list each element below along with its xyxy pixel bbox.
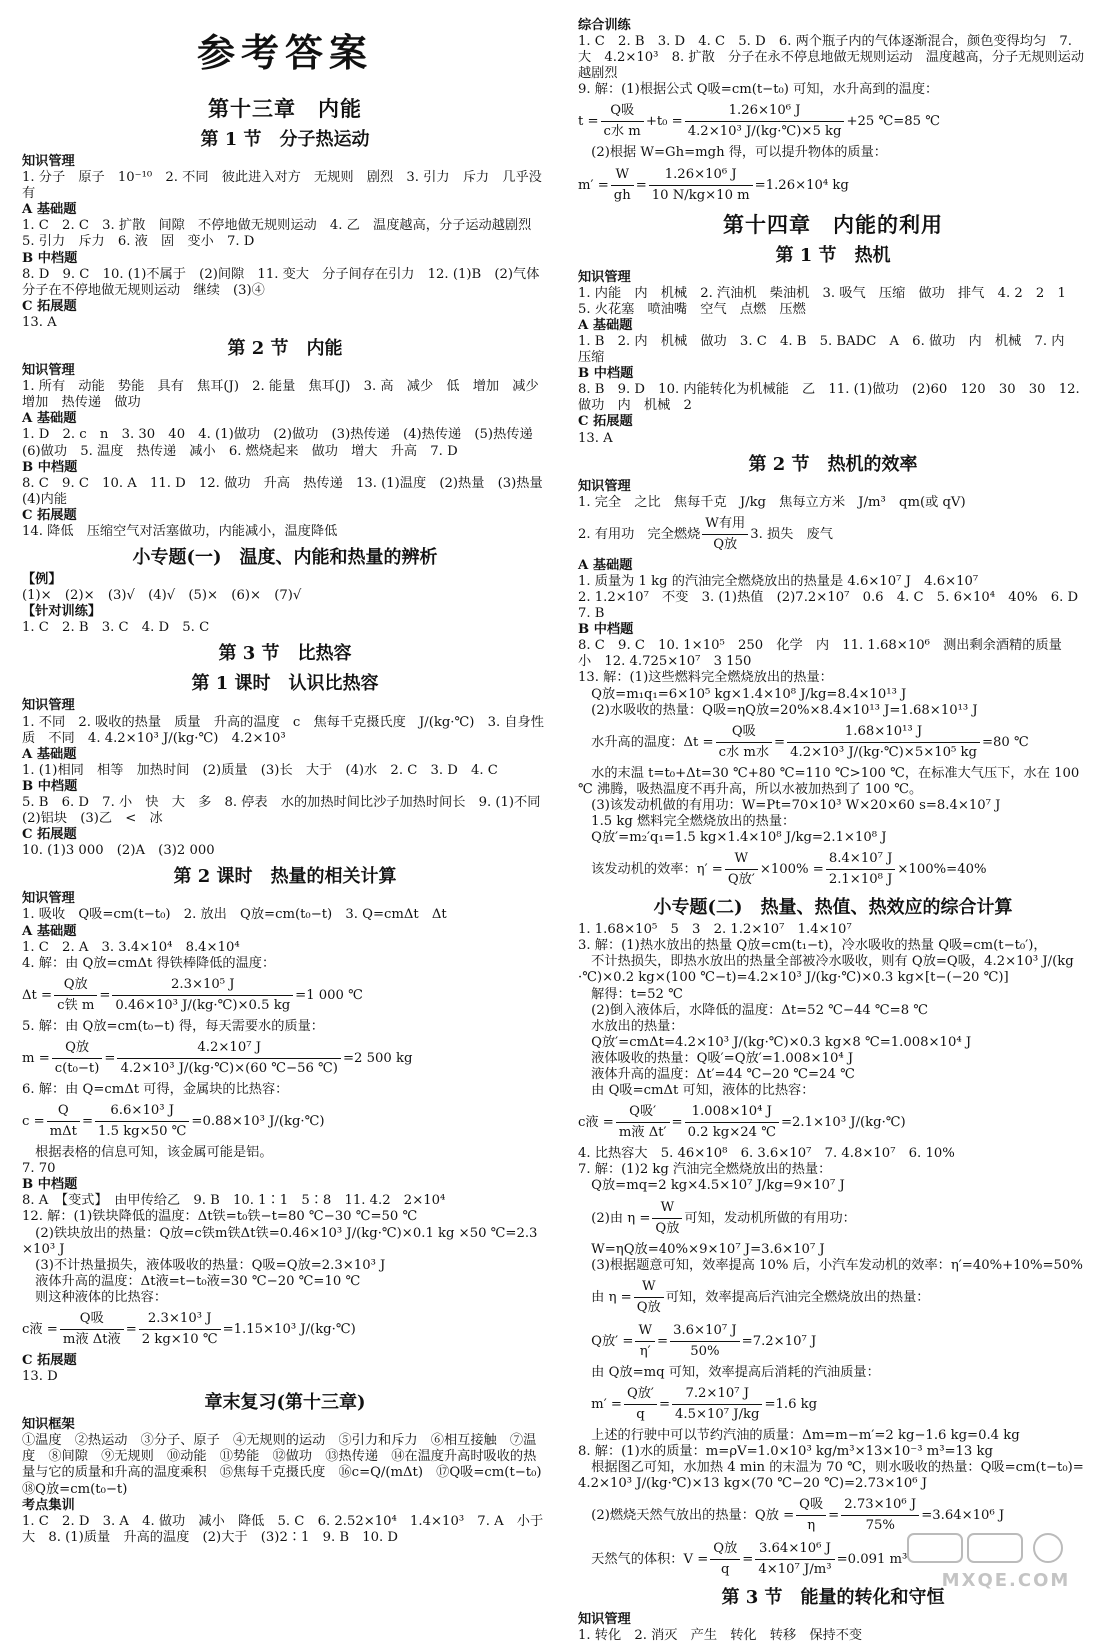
fraction-numerator: 2.3×10⁵ J (112, 975, 293, 996)
formula-line (578, 1321, 1088, 1362)
fraction-denominator: η (807, 1518, 816, 1534)
right-content (578, 18, 1092, 1644)
fraction (616, 1102, 670, 1143)
fraction (611, 165, 634, 206)
formula-prefix: 水升高的温度：Δt = (578, 734, 714, 750)
fraction-denominator: c铁 m (57, 997, 95, 1013)
fraction (95, 1101, 189, 1142)
watermark-logo (906, 1532, 1096, 1592)
answer-line: 8. 解：(1)水的质量：m=ρV=1.0×10³ kg/m³×13×10⁻³ m³=13 kg (578, 1443, 993, 1459)
answer-line: 1. 内能 内 机械 2. 汽油机 柴油机 3. 吸气 压缩 做功 排气 4. 2 2 1 5. 火花塞 喷油嘴 空气 点燃 压燃 (578, 285, 1080, 317)
answer-line: 4. 解：由 Q放=cmΔt 得铁棒降低的温度： (22, 955, 276, 971)
subsection-label: B 中档题 (578, 366, 634, 382)
answer-line: 根据表格的信息可知，该金属可能是铝。 (22, 1145, 273, 1161)
answer-line: Q放=m₁q₁=6×10⁵ kg×1.4×10⁸ J/kg=8.4×10¹³ J (578, 686, 907, 702)
answer-line: (2)根据 W=Gh=mgh 得，可以提升物体的质量： (578, 145, 887, 161)
fraction-numerator: W (634, 1277, 664, 1298)
subsection-label: 知识管理 (22, 154, 75, 169)
answer-line: 1. 完全 之比 焦每千克 J/kg 焦每立方米 J/m³ qm(或 qV) (578, 494, 966, 510)
answer-line: 10. (1)3 000 (2)A (3)2 000 (22, 843, 215, 859)
section-heading: 第 2 节 热机的效率 (748, 453, 918, 475)
answer-line: 1. 转化 2. 消灭 产生 转化 转移 保持不变 (578, 1628, 863, 1644)
subsection-label: 知识框架 (22, 1417, 75, 1433)
formula-equals: ×100% = (759, 862, 824, 878)
formula-result: =1.6 kg (764, 1396, 818, 1412)
formula-line (22, 1038, 548, 1079)
answer-line: 5. 解：由 Q放=cm(t₀−t) 得，每天需要水的质量： (22, 1018, 324, 1034)
fraction-numerator: Q (47, 1101, 80, 1122)
answer-line: ①温度 ②热运动 ③分子、原子 ④无规则的运动 ⑤引力和斥力 ⑥相互接触 ⑦温度 ⑧间隙 ⑨无规则 ⑩动能 ⑪势能 ⑫做功 ⑬热传递 ⑭在温度升高时吸收的热量与它的质量和升高的温度乘积 ⑮焦每千克摄氏度 ⑯c=Q/(mΔt) ⑰Q吸=cm(t−t₀) (22, 1433, 542, 1481)
formula-line (578, 101, 1088, 142)
formula-line (578, 1495, 1088, 1536)
subsection-label: C 拓展题 (578, 414, 633, 430)
formula-prefix: 由 η = (578, 1289, 632, 1305)
fraction (112, 975, 293, 1016)
fraction-denominator: 4.5×10⁷ J/kg (675, 1406, 760, 1422)
fraction-denominator: 2.1×10⁸ J (828, 872, 893, 888)
fraction (841, 1495, 919, 1536)
fraction-denominator: mΔt (49, 1124, 77, 1140)
formula-equals: = (81, 1114, 94, 1130)
answer-line: 1. 吸收 Q吸=cm(t−t₀) 2. 放出 Q放=cm(t₀−t) 3. Q=cmΔt Δt (22, 907, 447, 923)
answer-line: 1. 质量为 1 kg 的汽油完全燃烧放出的热量是 4.6×10⁷ J 4.6×10⁷ (578, 573, 979, 589)
answer-line: W=ηQ放=40%×9×10⁷ J=3.6×10⁷ J (578, 1241, 825, 1257)
fraction (635, 1321, 655, 1362)
section-heading: 小专题(二) 热量、热值、热效应的综合计算 (653, 897, 1013, 919)
fraction-numerator: W (725, 849, 758, 870)
formula-result: =1.15×10³ J/(kg·℃) (222, 1321, 356, 1337)
subsection-label: 考点集训 (22, 1497, 75, 1513)
fraction (702, 514, 748, 555)
formula-line (578, 514, 1088, 555)
formula-equals: = (635, 177, 647, 193)
subsection-label: 【例】 (22, 572, 62, 588)
formula-prefix: m = (22, 1050, 50, 1066)
formula-equals: = (671, 1115, 683, 1131)
fraction (139, 1309, 221, 1350)
fraction-numerator: 8.4×10⁷ J (826, 849, 896, 870)
formula-line (578, 1102, 1088, 1143)
subsection-label: A 基础题 (578, 557, 633, 573)
fraction-numerator: 7.2×10⁷ J (672, 1384, 762, 1405)
fraction-numerator: Q吸 (601, 101, 644, 122)
answer-line: 13. A (578, 430, 613, 446)
fraction-numerator: W (652, 1198, 682, 1219)
fraction-denominator: 0.46×10³ J/(kg·℃)×0.5 kg (115, 997, 291, 1013)
subsection-label: B 中档题 (578, 622, 634, 638)
formula-equals: = (828, 1508, 840, 1524)
answer-line: (1)× (2)× (3)√ (4)√ (5)× (6)× (7)√ (22, 588, 302, 604)
formula-line (578, 1384, 1088, 1425)
subsection-label: B 中档题 (22, 459, 78, 475)
fraction-numerator: Q放′ (624, 1384, 657, 1405)
section-heading: 第 3 节 能量的转化和守恒 (721, 1587, 945, 1609)
answer-line: 1. C 2. B 3. D 4. C 5. D 6. 两个瓶子内的气体逐渐混合，颜色变得均匀 7. 大 4.2×10³ 8. 扩散 分子在永不停息地做无规则运动 温度越高，分子无规则运动越剧烈 (578, 34, 1085, 82)
formula-result: =2 500 kg (342, 1050, 413, 1066)
fraction (796, 1495, 826, 1536)
fraction-denominator: c水 m水 (718, 744, 770, 760)
fraction-denominator: 1.5 kg×50 ℃ (98, 1124, 187, 1140)
formula-prefix: m′ = (578, 1396, 622, 1412)
watermark-text: MXQE.COM (941, 1570, 1071, 1591)
formula-result: =0.88×10³ J/(kg·℃) (191, 1114, 325, 1130)
section-heading: 第 2 节 内能 (227, 338, 343, 360)
formula-prefix: c = (22, 1114, 45, 1130)
fraction-numerator: 1.26×10⁶ J (649, 165, 753, 186)
chapter-heading: 第十三章 内能 (208, 96, 362, 121)
subsection-label: A 基础题 (22, 411, 77, 427)
answer-line: 1. D 2. c n 3. 30 40 4. (1)做功 (2)做功 (3)热传递 (4)热传递 (5)热传递 (6)做功 5. 温度 热传递 减小 6. 燃烧起来 做功 增大 升高 7. D (22, 427, 546, 459)
fraction-numerator: W有用 (702, 514, 748, 535)
answer-line: 不计热损失，即热水放出的热量全部被冷水吸收，则有 Q放=Q吸，4.2×10³ J/(kg·℃)×0.2 kg×(100 ℃−t)=4.2×10³ J/(kg·℃)×0.3 kg×[t−(−20 ℃)] (578, 954, 1074, 986)
formula-line (578, 1277, 1088, 1318)
fraction-numerator: Q吸′ (616, 1102, 670, 1123)
formula-prefix: 该发动机的效率：η′ = (578, 862, 723, 878)
answer-line: 液体吸收的热量：Q吸′=Q放′=1.008×10⁴ J (578, 1050, 854, 1066)
formula-prefix: m′ = (578, 177, 609, 193)
fraction-denominator: c(t₀−t) (54, 1060, 100, 1076)
answer-line: 1. C 2. A 3. 3.4×10⁴ 8.4×10⁴ (22, 939, 240, 955)
answer-line: 14. 降低 压缩空气对活塞做功，内能减小，温度降低 (22, 523, 338, 539)
subsection-label: 【针对训练】 (22, 604, 102, 620)
answer-line: 液体升高的温度：Δt′=44 ℃−20 ℃=24 ℃ (578, 1067, 855, 1083)
answer-line: 1. 分子 原子 10⁻¹⁰ 2. 不同 彼此进入对方 无规则 剧烈 3. 引力 斥力 几乎没有 (22, 170, 542, 202)
fraction-numerator: Q放 (54, 975, 97, 996)
answer-line: 8. B 9. D 10. 内能转化为机械能 乙 11. (1)做功 (2)60 120 30 30 12. 做功 内 机械 2 (578, 382, 1084, 414)
answer-line: (2)铁块放出的热量：Q放=c铁m铁Δt铁=0.46×10³ J/(kg·℃)×0.1 kg ×50 ℃=2.3×10³ J (22, 1225, 538, 1257)
formula-prefix: t = (578, 114, 599, 130)
fraction (601, 101, 644, 142)
fraction-numerator: 1.26×10⁶ J (685, 101, 845, 122)
subsection-label: 知识管理 (22, 363, 75, 379)
answer-line: Q放′=cmΔt=4.2×10³ J/(kg·℃)×0.3 kg×8 ℃=1.008×10⁴ J (578, 1034, 972, 1050)
formula-equals: = (104, 1050, 116, 1066)
answer-line: (3)该发动机做的有用功：W=Pt=70×10³ W×20×60 s=8.4×10⁷ J (578, 797, 1001, 813)
fraction (649, 165, 753, 206)
answer-line: Q放′=m₂′q₁=1.5 kg×1.4×10⁸ J/kg=2.1×10⁸ J (578, 830, 887, 846)
formula-result: =1.26×10⁴ kg (754, 177, 849, 193)
formula-equals: = (125, 1321, 137, 1337)
answer-line: 13. A (22, 314, 57, 330)
fraction-denominator: Q放 (636, 1299, 661, 1315)
fraction-numerator: Q吸 (60, 1309, 124, 1330)
answer-line: 则这种液体的比热容： (22, 1289, 168, 1305)
fraction-numerator: 4.2×10⁷ J (117, 1038, 341, 1059)
fraction-numerator: 3.64×10⁶ J (755, 1539, 834, 1560)
fraction-denominator: η′ (639, 1343, 651, 1359)
formula-prefix: Δt = (22, 987, 53, 1003)
answer-line: 由 Q放=mq 可知，效率提高后消耗的汽油质量： (578, 1364, 880, 1380)
fraction (117, 1038, 341, 1079)
formula-result: =2.1×10³ J/(kg·℃) (780, 1115, 906, 1131)
fraction-denominator: m液 Δt液 (62, 1331, 121, 1347)
formula-result: ×100%=40% (897, 862, 987, 878)
subsection-label: B 中档题 (22, 1177, 78, 1193)
formula-line (22, 1309, 548, 1350)
fraction (47, 1101, 80, 1142)
fraction-numerator: Q放 (52, 1038, 103, 1059)
answer-line: 12. 解：(1)铁块降低的温度：Δt铁=t₀铁−t=80 ℃−30 ℃=50 ℃ (22, 1209, 418, 1225)
formula-prefix: (2)燃烧天然气放出的热量：Q放 = (578, 1508, 795, 1524)
subsection-label: 知识管理 (22, 891, 75, 907)
answer-line: 1.5 kg 燃料完全燃烧放出的热量： (578, 814, 796, 829)
fraction-numerator: 3.6×10⁷ J (670, 1321, 740, 1342)
subsection-label: 知识管理 (22, 698, 75, 714)
answer-line: 2. 1.2×10⁷ 不变 3. (1)热值 (2)7.2×10⁷ 0.6 4. C 5. 6×10⁴ 40% 6. D 7. B (578, 589, 1092, 622)
fraction (685, 101, 845, 142)
formula-prefix: 2. 有用功 完全燃烧 (578, 526, 701, 542)
fraction (652, 1198, 682, 1239)
answer-line: 水放出的热量： (578, 1018, 684, 1034)
fraction (716, 722, 772, 763)
answer-line: 7. 70 (22, 1161, 56, 1177)
fraction-denominator: 2 kg×10 ℃ (141, 1331, 218, 1347)
answer-line: 1. C 2. B 3. C 4. D 5. C (22, 620, 210, 636)
fraction-numerator: Q吸 (796, 1495, 826, 1516)
answer-line: 13. 解：(1)这些燃料完全燃烧放出的热量： (578, 670, 833, 686)
answer-line: 1. (1)相同 相等 加热时间 (2)质量 (3)长 大于 (4)水 2. C 3. D 4. C (22, 762, 498, 778)
formula-result: =0.091 m³ (836, 1552, 908, 1568)
formula-prefix: c液 = (22, 1321, 58, 1337)
answer-line: 1. B 2. 内 机械 做功 3. C 4. B 5. BADC A 6. 做功 内 机械 7. 内 压缩 (578, 333, 1078, 366)
formula-line (578, 722, 1088, 763)
answer-line: 根据图乙可知，水加热 4 min 的末温为 70 ℃，则水吸收的热量：Q吸=cm(t−t₀)=4.2×10³ J/(kg·℃)×13 kg×(70 ℃−20 ℃)=2.73×10⁶ J (578, 1459, 1084, 1492)
fraction-denominator: Q放 (713, 536, 738, 552)
fraction-numerator: 6.6×10³ J (95, 1101, 189, 1122)
formula-prefix: c液 = (578, 1115, 614, 1131)
answer-line: 液体升高的温度：Δt液=t−t₀液=30 ℃−20 ℃=10 ℃ (22, 1273, 361, 1289)
fraction-denominator: c水 m (603, 124, 641, 140)
fraction (624, 1384, 657, 1425)
formula-result: =1 000 ℃ (295, 987, 363, 1003)
section-heading: 第 1 节 热机 (775, 244, 891, 266)
answer-line: ⑱Q放=cm(t₀−t) (22, 1481, 128, 1497)
formula-line (578, 849, 1088, 890)
answer-line: 1. C 2. C 3. 扩散 间隙 不停地做无规则运动 4. 乙 温度越高，分子运动越剧烈 5. 引力 斥力 6. 液 固 变小 7. D (22, 218, 545, 250)
fraction (54, 975, 97, 1016)
answer-line: 13. D (22, 1369, 58, 1385)
answer-line: (2)倒入液体后，水降低的温度：Δt=52 ℃−44 ℃=8 ℃ (578, 1002, 929, 1018)
answer-line: 9. 解：(1)根据公式 Q吸=cm(t−t₀) 可知，水升高到的温度： (578, 82, 939, 98)
subsection-label: B 中档题 (22, 778, 78, 794)
section-heading: 第 1 节 分子热运动 (200, 129, 370, 150)
fraction-denominator: 4.2×10³ J/(kg·℃)×(60 ℃−56 ℃) (120, 1060, 338, 1076)
formula-result: 可知，发动机所做的有用功： (684, 1210, 856, 1226)
fraction (672, 1384, 762, 1425)
answer-line: (3)不计热量损失，液体吸收的热量：Q吸=Q放=2.3×10³ J (22, 1257, 386, 1273)
formula-equals: = (742, 1552, 754, 1568)
formula-line (578, 165, 1088, 206)
formula-result: 可知，效率提高后汽油完全燃烧放出的热量： (665, 1289, 930, 1305)
answer-line: 8. A 【变式】 由甲传给乙 9. B 10. 1∶1 5∶8 11. 4.2 2×10⁴ (22, 1193, 446, 1209)
formula-result: 3. 损失 废气 (750, 526, 833, 542)
subsection-label: C 拓展题 (22, 1352, 77, 1368)
formula-equals: = (99, 987, 111, 1003)
fraction-numerator: Q吸 (716, 722, 772, 743)
fraction-denominator: 4.2×10³ J/(kg·℃)×5×10⁵ kg (790, 744, 977, 760)
answer-line: 水的末温 t=t₀+Δt=30 ℃+80 ℃=110 ℃>100 ℃，在标准大气压下，水在 100 ℃ 沸腾，吸热温度不再升高，所以水被加热到了 100 ℃。 (578, 765, 1084, 797)
fraction (60, 1309, 124, 1350)
fraction-numerator: 1.68×10¹³ J (787, 722, 980, 743)
fraction (826, 849, 896, 890)
answer-line: 6. 解：由 Q=cmΔt 可得，金属块的比热容： (22, 1081, 289, 1097)
answer-line: Q放=mq=2 kg×4.5×10⁷ J/kg=9×10⁷ J (578, 1178, 845, 1194)
fraction (52, 1038, 103, 1079)
right-column (578, 18, 1092, 1644)
answer-line: 由 Q吸=cmΔt 可知，液体的比热容： (578, 1083, 815, 1099)
fraction-denominator: Q放′ (727, 872, 755, 888)
left-content (22, 96, 557, 1546)
fraction (755, 1539, 834, 1580)
subsection-label: A 基础题 (22, 746, 77, 762)
answer-line: 7. 解：(1)2 kg 汽油完全燃烧放出的热量： (578, 1162, 832, 1178)
formula-line (22, 975, 548, 1016)
subsection-label: 知识管理 (578, 1612, 631, 1628)
fraction-denominator: gh (613, 187, 631, 203)
fraction-numerator: Q放 (710, 1539, 740, 1560)
formula-equals: +t₀ = (645, 114, 683, 130)
fraction-numerator: 2.3×10³ J (139, 1309, 221, 1330)
subsection-label: C 拓展题 (22, 298, 77, 314)
answer-line: 4. 比热容大 5. 46×10⁸ 6. 3.6×10⁷ 7. 4.8×10⁷ 6. 10% (578, 1146, 955, 1162)
fraction-numerator: 2.73×10⁶ J (841, 1495, 919, 1516)
formula-line (578, 1198, 1088, 1239)
answer-line: 解得：t=52 ℃ (578, 986, 683, 1002)
formula-equals: = (774, 734, 786, 750)
fraction-denominator: 75% (865, 1518, 895, 1534)
answer-line: 1. 1.68×10⁵ 5 3 2. 1.2×10⁷ 1.4×10⁷ (578, 922, 852, 938)
formula-result: =3.64×10⁶ J (921, 1508, 1005, 1524)
answer-line: 8. C 9. C 10. A 11. D 12. 做功 升高 热传递 13. (1)温度 (2)热量 (3)热量 (4)内能 (22, 475, 556, 507)
formula-result: +25 ℃=85 ℃ (846, 114, 941, 130)
page-title: 参考答案 (196, 30, 373, 75)
fraction (710, 1539, 740, 1580)
fraction (685, 1102, 779, 1143)
subsection-label: A 基础题 (22, 923, 77, 939)
section-heading: 小专题(一) 温度、内能和热量的辨析 (132, 547, 438, 569)
formula-equals: = (658, 1396, 670, 1412)
formula-equals: = (657, 1333, 669, 1349)
answer-line: (3)根据题意可知，效率提高 10% 后，小汽车发动机的效率：η′=40%+10%=50% (578, 1257, 1083, 1273)
fraction-denominator: 4.2×10³ J/(kg·℃)×5 kg (687, 124, 842, 140)
subsection-label: C 拓展题 (22, 827, 77, 843)
subsection-label: 知识管理 (578, 478, 631, 494)
answer-line: 8. C 9. C 10. 1×10⁵ 250 化学 内 11. 1.68×10⁶ 测出剩余酒精的质量 小 12. 4.725×10⁷ 3 150 (578, 638, 1075, 670)
section-heading: 章末复习(第十三章) (204, 1392, 366, 1414)
fraction-numerator: W (635, 1321, 655, 1342)
answer-line: 上述的行驶中可以节约汽油的质量：Δm=m−m′=2 kg−1.6 kg=0.4 kg (578, 1427, 1020, 1443)
fraction-denominator: 50% (690, 1343, 720, 1359)
formula-line (22, 1101, 548, 1142)
section-heading: 第 3 节 比热容 (218, 643, 352, 665)
fraction-denominator: Q放 (655, 1220, 680, 1236)
subsection-label: B 中档题 (22, 250, 78, 266)
fraction-denominator: 0.2 kg×24 ℃ (687, 1125, 776, 1141)
chapter-heading: 第十四章 内能的利用 (723, 211, 943, 237)
formula-prefix: (2)由 η = (578, 1210, 651, 1226)
formula-result: =7.2×10⁷ J (741, 1333, 817, 1349)
fraction-numerator: W (611, 165, 634, 186)
answer-line: 1. C 2. D 3. A 4. 做功 减小 降低 5. C 6. 2.52×10⁴ 1.4×10³ 7. A 小于 大 8. (1)质量 升高的温度 (2)大于 (3)2∶1 9. B 10. D (22, 1513, 557, 1545)
formula-prefix: 天然气的体积：V = (578, 1552, 709, 1568)
answer-line: 8. D 9. C 10. (1)不属于 (2)间隙 11. 变大 分子间存在引力 12. (1)B (2)气体分子在不停地做无规则运动 继续 (3)④ (22, 266, 540, 298)
formula-prefix: Q放′ = (578, 1333, 634, 1349)
fraction-denominator: q (721, 1562, 730, 1578)
subsection-label: 知识管理 (578, 269, 631, 285)
formula-result: =80 ℃ (981, 734, 1029, 750)
fraction-denominator: m液 Δt′ (618, 1125, 667, 1141)
section-heading: 第 1 课时 认识比热容 (191, 673, 379, 695)
answer-line: 3. 解：(1)热水放出的热量 Q放=cm(t₁−t)，冷水吸收的热量 Q吸=cm(t−t₀′)， (578, 938, 1047, 954)
answer-line: 5. B 6. D 7. 小 快 大 多 8. 停表 水的加热时间比沙子加热时间长 9. (1)不同 (2)铝块 (3)乙 < 冰 (22, 795, 554, 827)
answer-line: 1. 不同 2. 吸收的热量 质量 升高的温度 c 焦每千克摄氏度 J/(kg·℃) 3. 自身性质 不同 4. 4.2×10³ J/(kg·℃) 4.2×10³ (22, 714, 544, 746)
fraction-denominator: q (636, 1406, 645, 1422)
fraction-numerator: 1.008×10⁴ J (685, 1102, 779, 1123)
subsection-label: A 基础题 (578, 317, 633, 333)
fraction-denominator: 10 N/kg×10 m (651, 187, 750, 203)
answer-line: (2)水吸收的热量：Q吸=ηQ放=20%×8.4×10¹³ J=1.68×10¹³ J (578, 702, 978, 718)
fraction (725, 849, 758, 890)
fraction (634, 1277, 664, 1318)
section-heading: 第 2 课时 热量的相关计算 (173, 866, 397, 888)
fraction-denominator: 4×10⁷ J/m³ (758, 1562, 832, 1578)
subsection-label: A 基础题 (22, 202, 77, 218)
fraction (670, 1321, 740, 1362)
left-column (22, 18, 557, 1546)
fraction (787, 722, 980, 763)
answer-line: 1. 所有 动能 势能 具有 焦耳(J) 2. 能量 焦耳(J) 3. 高 减少 低 增加 减少 增加 热传递 做功 (22, 379, 552, 411)
subsection-label: 综合训练 (578, 18, 631, 33)
subsection-label: C 拓展题 (22, 507, 77, 523)
